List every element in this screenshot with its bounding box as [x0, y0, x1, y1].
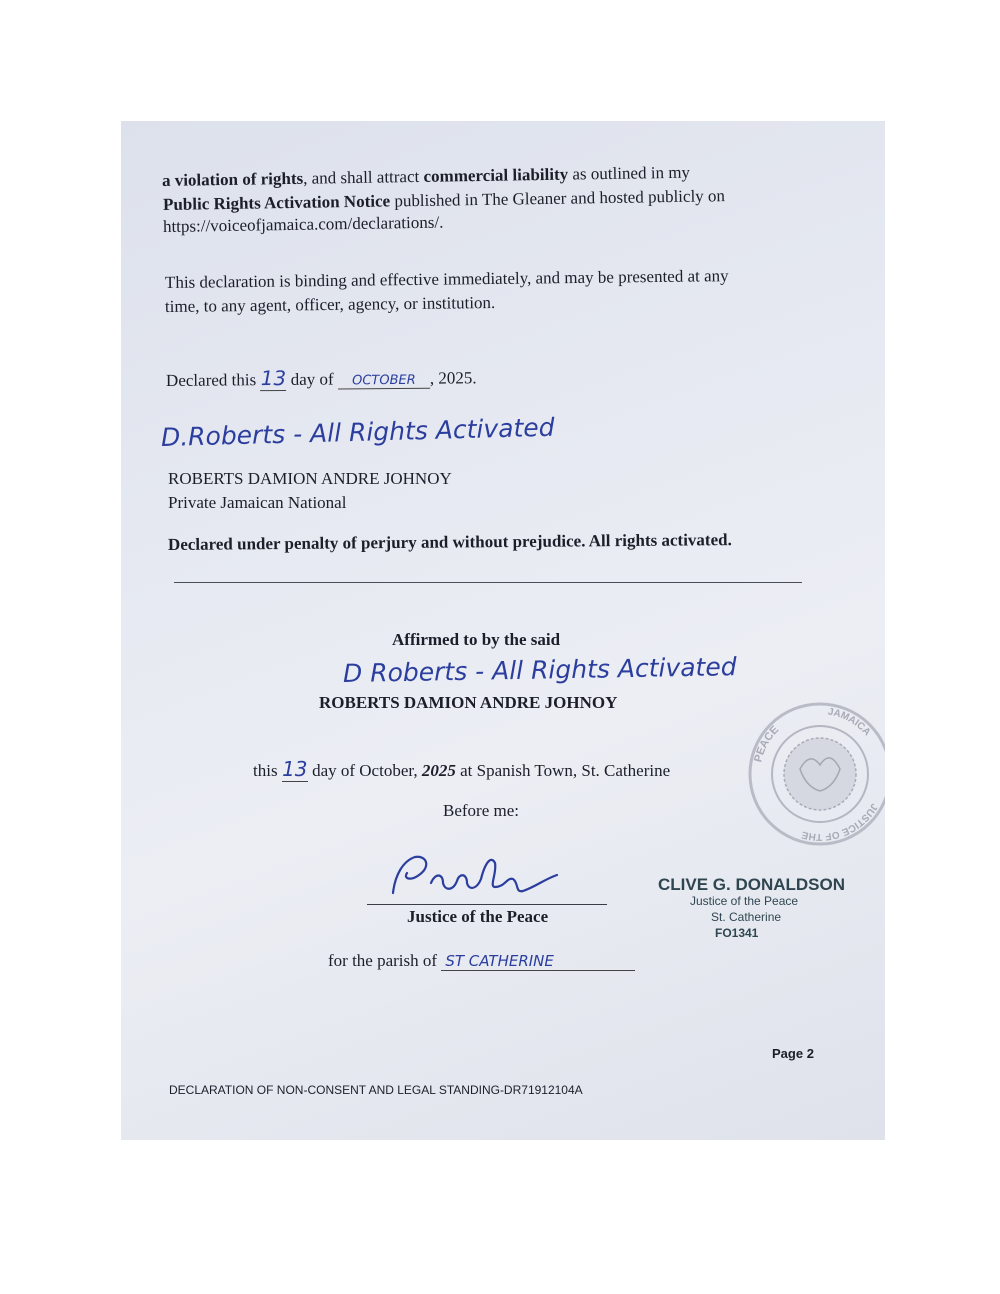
jp-label: Justice of the Peace [407, 907, 549, 926]
declared-middle: day of [290, 369, 334, 389]
jp-signature-line [367, 904, 607, 905]
declared-date-line [166, 364, 477, 392]
handwritten-month: OCTOBER [338, 373, 430, 390]
handwritten-day-2: 13 [282, 757, 308, 781]
embossed-seal [745, 699, 885, 849]
stamp-name: CLIVE G. DONALDSON [658, 875, 846, 894]
affirmed-heading: Affirmed to by the said [392, 630, 561, 649]
paragraph-1-line-3 [163, 213, 444, 237]
parish-prefix: for the parish of [328, 951, 438, 970]
handwritten-day: 13 [260, 365, 287, 391]
footer-document-id: DECLARATION OF NON-CONSENT AND LEGAL STANDING-DR71912104A [169, 1083, 583, 1097]
paragraph-2-line-2: time, to any agent, officer, agency, or institution. [164, 292, 496, 316]
affirmation-date-line [253, 757, 670, 782]
jp-signature [373, 843, 569, 905]
penalty-statement: Declared under penalty of perjury and without prejudice. All rights activated. [167, 530, 732, 554]
declarant-name: ROBERTS DAMION ANDRE JOHNOY [168, 469, 452, 488]
affirmation-day-of: day of October, [312, 761, 418, 780]
declarations-url: https://voiceofjamaica.com/declarations/. [162, 212, 444, 236]
stamp-line-3: FO1341 [715, 926, 759, 940]
handwritten-parish: ST CATHERINE [441, 952, 635, 971]
affirmation-place: at Spanish Town, St. Catherine [460, 761, 671, 780]
page-label: Page [772, 1046, 804, 1061]
bold-phrase-notice: Public Rights Activation Notice [162, 191, 391, 214]
page-number [772, 1046, 814, 1061]
text-fragment: , and shall attract [303, 166, 424, 188]
paragraph-1-line-1 [162, 163, 690, 191]
declarant-signature: D.Roberts - All Rights Activated [160, 412, 555, 452]
seal-text-left: JUSTICE OF THE [800, 801, 880, 843]
document-page [121, 121, 885, 1140]
seal-text-top: PEACE [752, 723, 782, 764]
bold-phrase-liability: commercial liability [423, 164, 569, 186]
affirmant-signature: D Roberts - All Rights Activated [342, 652, 737, 688]
seal-text-right: JAMAICA [826, 706, 873, 739]
stamp-line-1: Justice of the Peace [690, 894, 799, 908]
declared-prefix: Declared this [165, 370, 257, 390]
declared-suffix: , 2025. [429, 368, 477, 388]
page-number-value: 2 [806, 1046, 814, 1061]
declarant-title: Private Jamaican National [168, 493, 347, 512]
parish-line [328, 951, 635, 971]
paragraph-1-line-2 [163, 186, 725, 215]
stamp-line-2: St. Catherine [711, 910, 782, 924]
section-divider [174, 582, 802, 583]
affirmant-name: ROBERTS DAMION ANDRE JOHNOY [319, 693, 618, 712]
text-fragment: published in The Gleaner and hosted publicly on [389, 186, 726, 211]
paragraph-2-line-1: This declaration is binding and effective immediately, and may be presented at any [164, 266, 729, 292]
text-fragment: as outlined in my [567, 162, 691, 184]
affirmation-year: 2025 [421, 761, 456, 780]
affirmation-this: this [253, 761, 278, 780]
before-me: Before me: [443, 801, 519, 820]
bold-phrase-violation: a violation of rights [161, 168, 304, 190]
